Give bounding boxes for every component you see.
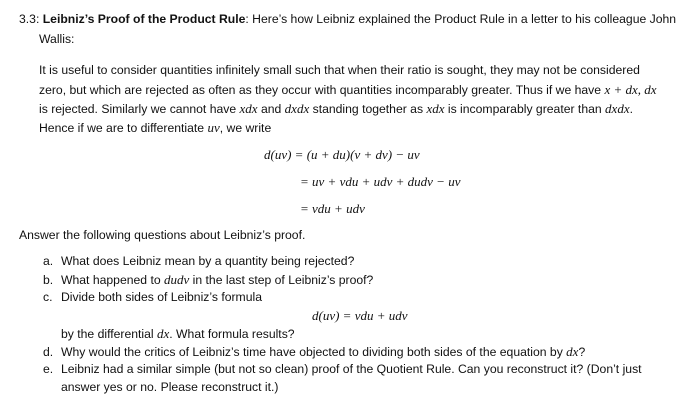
question-d: d. Why would the critics of Leibniz’s time have objected to dividing both sides of the equation by dx? [43, 344, 586, 359]
section-title: Leibniz’s Proof of the Product Rule [42, 12, 246, 26]
question-marker: e. [43, 362, 54, 376]
question-e-line-2: answer yes or no. Please reconstruct it.) [61, 380, 279, 394]
question-c: c. Divide both sides of Leibniz’s formula [43, 290, 262, 304]
math-inline: dx [156, 326, 170, 341]
question-marker: c. [43, 290, 53, 304]
equation-2: = uv + vdu + udv + dudv − uv [300, 174, 461, 189]
question-c-formula: d(uv) = vdu + udv [312, 308, 408, 323]
question-c-line-3: by the differential dx. What formula results? [61, 326, 295, 341]
question-marker: a. [43, 254, 54, 268]
heading-text: : Here’s how Leibniz explained the Product Rule in a letter to his colleague John [245, 12, 677, 26]
heading-line-1 [19, 12, 676, 26]
heading-line-2: Wallis: [39, 32, 75, 46]
equation-3: = vdu + udv [300, 201, 365, 216]
math-inline: dudv [164, 272, 190, 287]
question-a: a. What does Leibniz mean by a quantity being rejected? [43, 254, 355, 268]
math-inline: dxdx [284, 101, 310, 116]
questions-prompt: Answer the following questions about Leibniz’s proof. [19, 228, 306, 242]
question-e: e. Leibniz had a similar simple (but not so clean) proof of the Quotient Rule. Can you reconstruct it? (Don’t just [43, 362, 642, 376]
math-inline: uv [207, 120, 220, 135]
math-inline: xdx [239, 101, 258, 116]
question-marker: d. [43, 345, 54, 359]
quote-line-1: It is useful to consider quantities infinitely small such that when their ratio is sought, they may not be considered [39, 63, 640, 77]
question-marker: b. [43, 273, 54, 287]
quote-line-3: is rejected. Similarly we cannot have xdx and dxdx standing together as xdx is incomparably greater than dxdx. [39, 101, 633, 116]
equation-1: d(uv) = (u + du)(v + dv) − uv [264, 147, 420, 162]
math-inline: xdx [426, 101, 445, 116]
quote-line-2: zero, but which are rejected as often as they occur with quantities incomparably greater. Thus if we have x + dx, dx [39, 82, 657, 97]
math-inline: x + dx, dx [604, 82, 657, 97]
section-number: 3.3: [19, 12, 43, 26]
math-inline: dxdx [605, 101, 630, 116]
math-inline: dx [566, 344, 579, 359]
question-b: b. What happened to dudv in the last step of Leibniz’s proof? [43, 272, 374, 287]
quote-line-4: Hence if we are to differentiate uv, we write [39, 120, 272, 135]
